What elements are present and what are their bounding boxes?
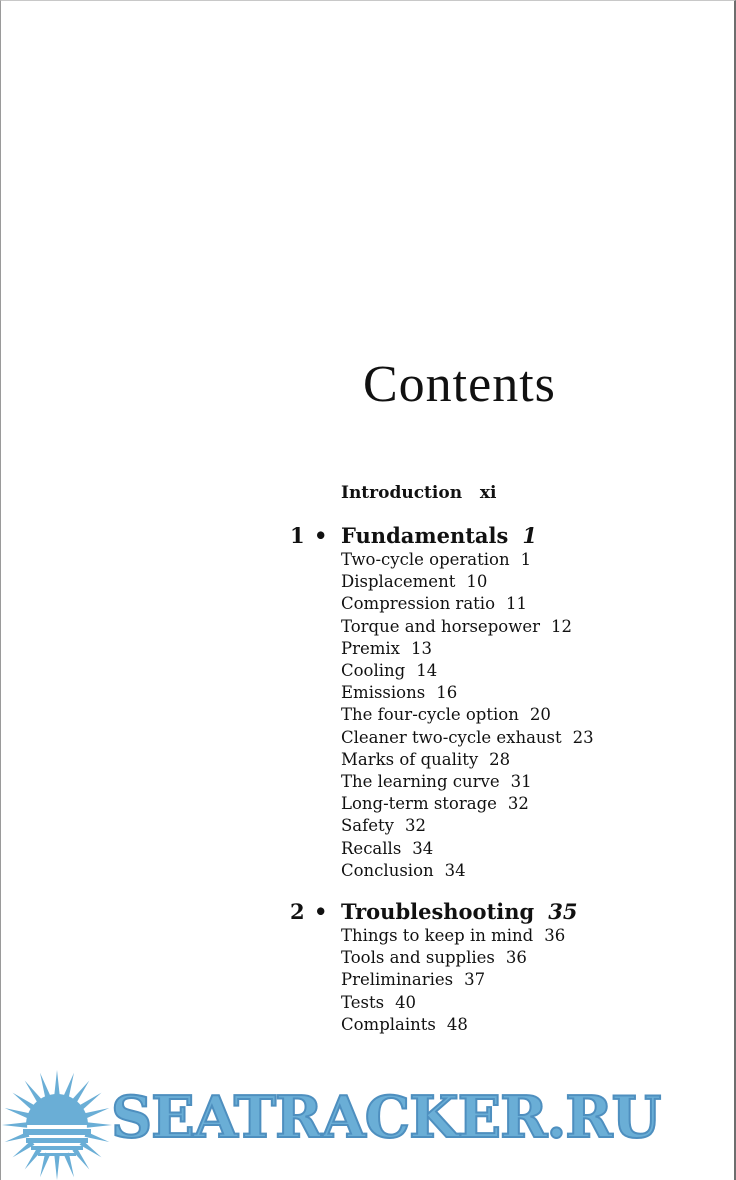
toc-entry[interactable]: [341, 571, 730, 593]
sun-ray: [5, 1108, 30, 1118]
entry-title: Two-cycle operation: [341, 550, 510, 569]
entry-title: Torque and horsepower: [341, 616, 540, 636]
entry-page: 14: [416, 661, 438, 681]
chapter-title: Troubleshooting: [341, 899, 535, 924]
entry-page: 11: [506, 594, 528, 614]
chapter-entries: [290, 925, 730, 1036]
toc-chapter-1: [290, 522, 730, 882]
toc-entry[interactable]: [341, 749, 730, 771]
chapter-entries: [290, 549, 730, 882]
entry-title: Cleaner two-cycle exhaust: [341, 727, 562, 747]
chapter-heading[interactable]: [290, 898, 730, 925]
toc-introduction[interactable]: [341, 482, 496, 504]
entry-title: Things to keep in mind: [341, 926, 534, 945]
sun-ray: [72, 1081, 89, 1103]
entry-page: 13: [410, 638, 432, 658]
sun-ray: [87, 1122, 112, 1127]
entry-title: Compression ratio: [341, 594, 496, 614]
chapter-bullet: •: [314, 899, 328, 924]
entry-page: 36: [544, 926, 566, 945]
entry-page: 34: [444, 860, 466, 880]
page-title: Contents: [363, 356, 556, 413]
entry-page: 28: [489, 749, 511, 769]
entry-page: 12: [550, 616, 572, 636]
toc-entry[interactable]: [341, 969, 730, 991]
toc-entry[interactable]: [341, 992, 730, 1014]
entry-title: Long-term storage: [341, 794, 497, 814]
entry-page: 32: [507, 794, 529, 814]
toc-entry[interactable]: [341, 925, 730, 947]
toc-entry[interactable]: [341, 549, 730, 571]
introduction-label: Introduction: [341, 483, 463, 503]
chapter-page: 1: [522, 523, 537, 548]
sun-ray: [72, 1148, 89, 1170]
entry-title: The four-cycle option: [341, 705, 519, 725]
toc-entry[interactable]: [341, 771, 730, 793]
watermark-text: SEATRACKER.RU: [111, 1084, 661, 1151]
chapter-page: 35: [548, 899, 578, 924]
toc-entry[interactable]: [341, 593, 730, 615]
entry-page: 36: [505, 948, 527, 968]
entry-title: Marks of quality: [341, 749, 479, 769]
toc-entry[interactable]: [341, 704, 730, 726]
entry-title: Complaints: [341, 1014, 436, 1034]
toc-chapter-2: [290, 898, 730, 1036]
sun-ray: [80, 1093, 102, 1110]
toc-entry[interactable]: [341, 727, 730, 749]
toc-entry[interactable]: [341, 616, 730, 638]
entry-title: Recalls: [341, 838, 402, 858]
entry-page: 31: [510, 772, 532, 792]
toc-entry[interactable]: [341, 860, 730, 882]
sun-ray: [2, 1122, 27, 1127]
chapter-number: 2: [290, 899, 305, 924]
entry-page: 16: [436, 683, 458, 703]
sun-ray: [64, 1153, 74, 1178]
sun-ray: [54, 1155, 59, 1180]
entry-title: Preliminaries: [341, 970, 454, 990]
chapter-title: Fundamentals: [341, 523, 509, 548]
entry-title: Tests: [341, 992, 385, 1012]
entry-page: 48: [446, 1014, 468, 1034]
entry-title: Emissions: [341, 683, 426, 703]
toc-entry[interactable]: [341, 638, 730, 660]
toc-entry[interactable]: [341, 682, 730, 704]
toc-entry[interactable]: [341, 947, 730, 969]
entry-page: 32: [404, 816, 426, 836]
toc-entry[interactable]: [341, 793, 730, 815]
entry-page: 37: [464, 970, 486, 990]
sun-ray: [25, 1148, 42, 1170]
chapter-bullet: •: [314, 523, 328, 548]
toc-entry[interactable]: [341, 660, 730, 682]
entry-title: The learning curve: [341, 772, 500, 792]
sun-ray: [25, 1081, 42, 1103]
entry-title: Conclusion: [341, 860, 434, 880]
entry-title: Safety: [341, 816, 394, 836]
sun-ray: [85, 1108, 110, 1118]
entry-page: 20: [529, 705, 551, 725]
entry-page: 1: [520, 550, 532, 569]
sun-ray: [13, 1093, 35, 1110]
sun-ray: [40, 1153, 50, 1178]
introduction-page: xi: [479, 483, 497, 503]
toc-entry[interactable]: [341, 815, 730, 837]
entry-page: 34: [412, 838, 434, 858]
chapter-number: 1: [290, 523, 305, 548]
watermark: [1, 1069, 736, 1180]
entry-title: Displacement: [341, 572, 456, 592]
sun-ray: [54, 1070, 59, 1095]
sun-ray: [64, 1073, 74, 1098]
toc-entry[interactable]: [341, 1014, 730, 1036]
entry-page: 10: [466, 572, 488, 592]
entry-title: Tools and supplies: [341, 948, 495, 968]
chapter-heading[interactable]: [290, 522, 730, 549]
toc-entry[interactable]: [341, 838, 730, 860]
entry-page: 23: [572, 727, 594, 747]
sun-ray: [40, 1073, 50, 1098]
sun-logo-icon: [1, 1069, 113, 1180]
entry-title: Cooling: [341, 661, 406, 681]
entry-title: Premix: [341, 638, 400, 658]
entry-page: 40: [395, 992, 417, 1012]
